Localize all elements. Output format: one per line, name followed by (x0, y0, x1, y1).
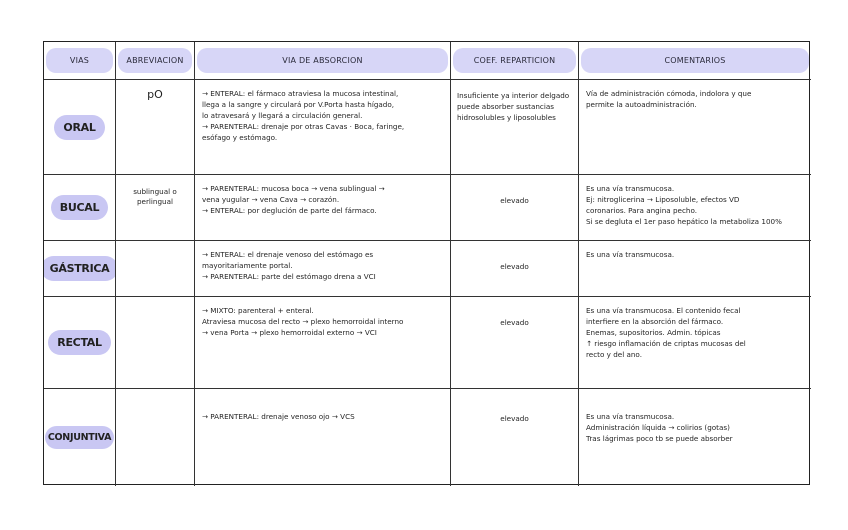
route-cell-gastrica (44, 241, 116, 297)
header-abreviacion-label: ABREVIACION (126, 56, 184, 65)
route-label: ORAL (54, 115, 104, 140)
route-cell-rectal (44, 297, 116, 389)
header-coef-label: COEF. REPARTICION (473, 56, 556, 65)
absorcion-cell: → PARENTERAL: mucosa boca → vena sublingual → vena yugular → vena Cava → corazón. → ENTERAL: por deglución de parte del fármaco. (195, 175, 451, 241)
abbr-cell: pO (116, 80, 195, 175)
header-via-absorcion-label: VIA DE ABSORCION (282, 56, 363, 65)
header-comentarios-label: COMENTARIOS (664, 56, 726, 65)
coef-cell: elevado (451, 175, 579, 241)
route-label: GÁSTRICA (44, 256, 116, 281)
comentarios-cell: Es una vía transmucosa. Ej: nitroglicerina → Liposoluble, efectos VD coronarios. Para angina pecho. Si se degluta el 1er paso hepático la metaboliza 100% (579, 175, 811, 241)
abbr-cell (116, 389, 195, 486)
absorcion-cell: → PARENTERAL: drenaje venoso ojo → VCS (195, 389, 451, 486)
route-label: RECTAL (48, 330, 110, 355)
comentarios-cell: Es una vía transmucosa. El contenido fecal interfiere en la absorción del fármaco. Enemas, supositorios. Admin. tópicas ↑ riesgo inflamación de criptas mucosas del recto y del ano. (579, 297, 811, 389)
header-via-absorcion (195, 42, 451, 80)
route-cell-bucal (44, 175, 116, 241)
absorcion-cell: → ENTERAL: el fármaco atraviesa la mucosa intestinal, llega a la sangre y circulará por V.Porta hasta hígado, lo atravesará y llegará a circulación general. → PARENTERAL: drenaje por otras Cavas · Boca, faringe, esófago y estómago. (195, 80, 451, 175)
abbr-cell (116, 241, 195, 297)
coef-cell: elevado (451, 389, 579, 486)
coef-cell: Insuficiente ya interior delgado puede absorber sustancias hidrosolubles y liposolubles (451, 80, 579, 175)
header-comentarios (579, 42, 811, 80)
header-vias (44, 42, 116, 80)
abbr-cell: sublingual o perlingual (116, 175, 195, 241)
comentarios-cell: Es una vía transmucosa. Administración líquida → colirios (gotas) Tras lágrimas poco tb se puede absorber (586, 412, 733, 443)
header-coef (451, 42, 579, 80)
comentarios-cell: Vía de administración cómoda, indolora y que permite la autoadministración. (579, 80, 811, 175)
route-label: CONJUNTIVA (45, 426, 114, 449)
comentarios-cell: Es una vía transmucosa. (579, 241, 811, 297)
abbr-cell (116, 297, 195, 389)
route-cell-conjuntiva (44, 389, 116, 486)
header-abreviacion (116, 42, 195, 80)
header-vias-label: VIAS (69, 56, 90, 65)
route-label: BUCAL (51, 195, 108, 220)
route-cell-oral (44, 80, 116, 175)
absorcion-cell: → ENTERAL: el drenaje venoso del estómago es mayoritariamente portal. → PARENTERAL: parte del estómago drena a VCI (195, 241, 451, 297)
coef-cell: elevado (451, 297, 579, 389)
pharmacology-table (43, 41, 810, 485)
coef-cell: elevado (451, 241, 579, 297)
absorcion-cell: → MIXTO: parenteral + enteral. Atraviesa mucosa del recto → plexo hemorroidal interno → vena Porta → plexo hemorroidal externo → VCI (195, 297, 451, 389)
